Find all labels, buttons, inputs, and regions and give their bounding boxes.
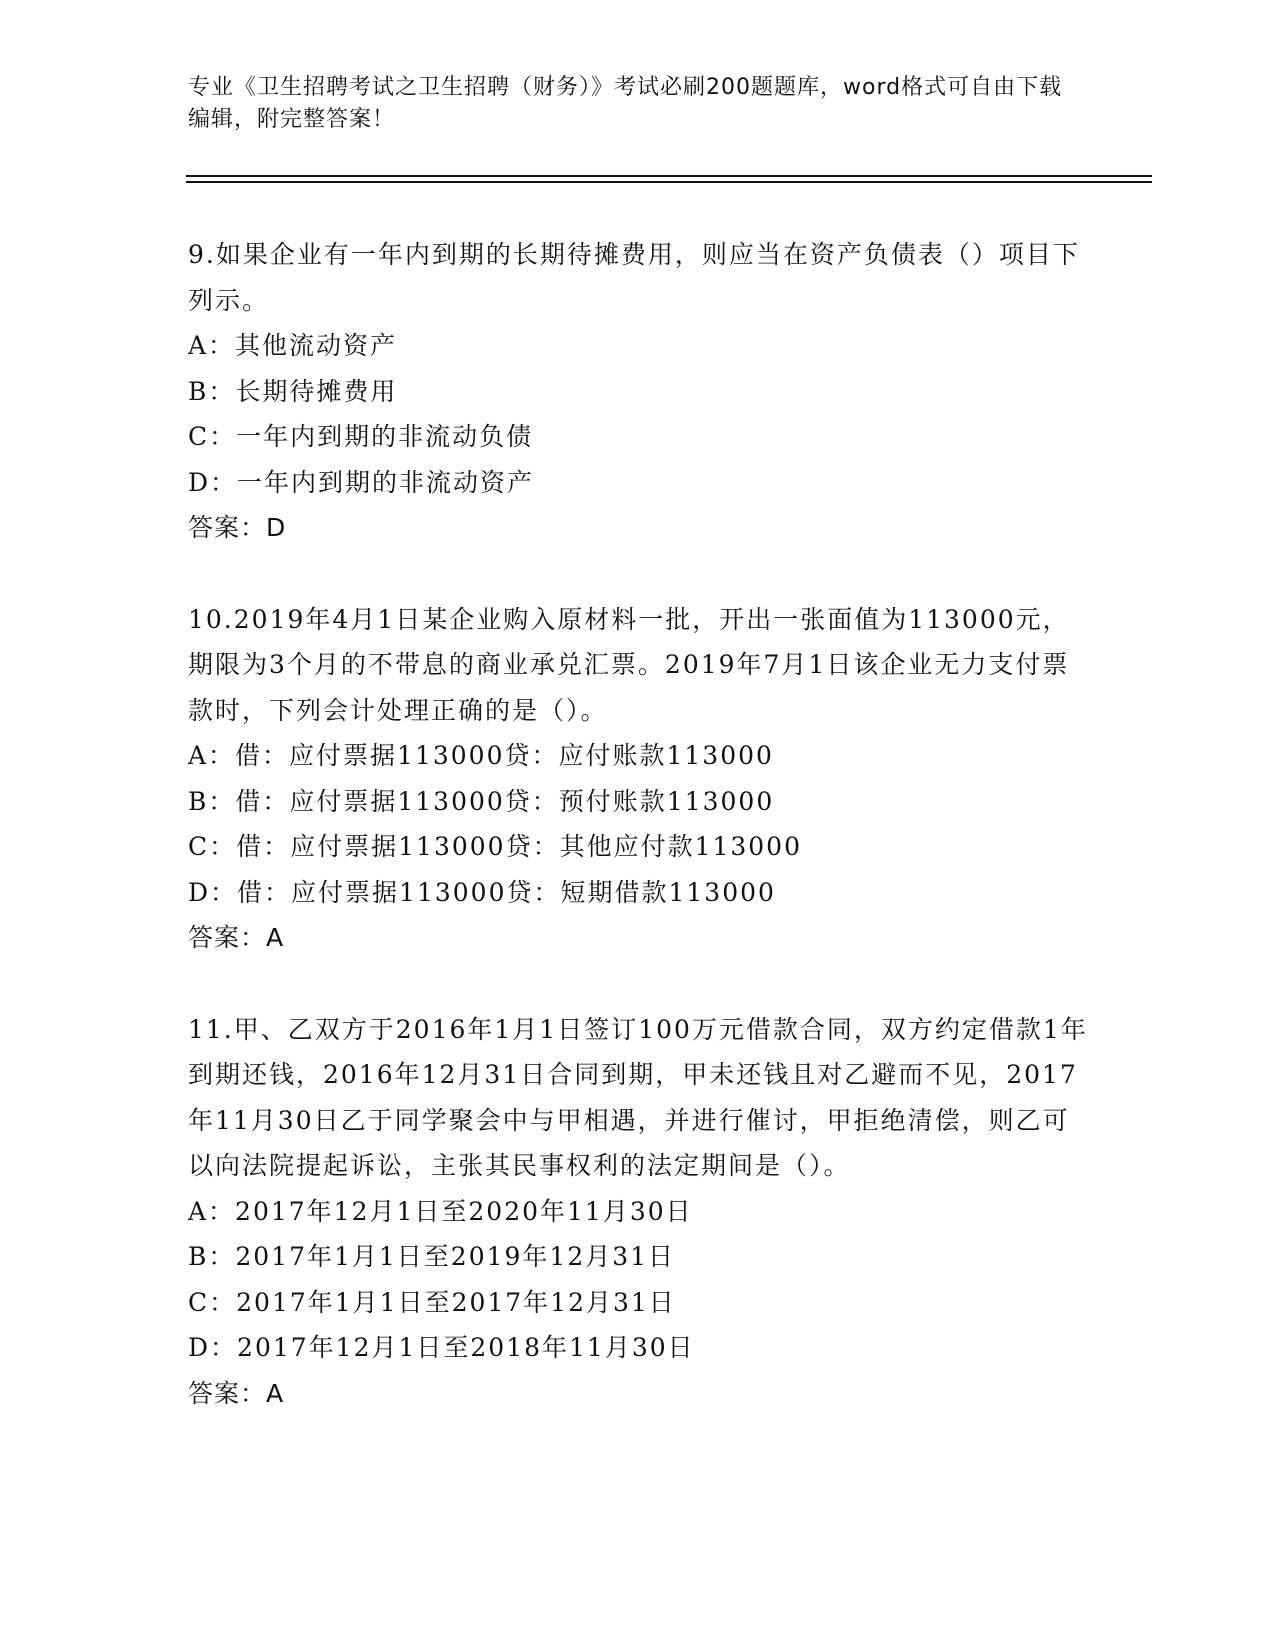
document-header: 专业《卫生招聘考试之卫生招聘（财务）》考试必刷200题题库，word格式可自由下载编辑，附完整答案！	[188, 75, 1063, 132]
option-list	[188, 323, 1088, 505]
option-d: D：一年内到期的非流动资产	[188, 467, 535, 497]
option-list	[188, 1189, 1088, 1371]
option-b: B：长期待摊费用	[188, 376, 398, 406]
answer-label: 答案：A	[188, 1378, 285, 1408]
question-stem: 11.甲、乙双方于2016年1月1日签订100万元借款合同，双方约定借款1年到期还钱，2016年12月31日合同到期，甲未还钱且对乙避而不见，2017年11月30日乙于同学聚会中与甲相遇，并进行催讨，甲拒绝清偿，则乙可以向法院提起诉讼，主张其民事权利的法定期间是（）。	[188, 1014, 1088, 1180]
option-b: B：2017年1月1日至2019年12月31日	[188, 1242, 676, 1271]
option-a: A：借：应付票据113000贷：应付账款113000	[188, 741, 774, 770]
question-9	[188, 232, 1088, 551]
header-divider-bottom	[186, 181, 1152, 183]
question-list	[188, 232, 1088, 1462]
option-c: C：一年内到期的非流动负债	[188, 422, 534, 451]
option-c: C：2017年1月1日至2017年12月31日	[188, 1287, 676, 1317]
header-divider-top	[186, 175, 1152, 177]
option-c: C：借：应付票据113000贷：其他应付款113000	[188, 832, 802, 861]
question-10	[188, 597, 1088, 961]
option-a: A：2017年12月1日至2020年11月30日	[188, 1196, 693, 1226]
option-d: D：2017年12月1日至2018年11月30日	[188, 1333, 695, 1362]
option-d: D：借：应付票据113000贷：短期借款113000	[188, 877, 776, 907]
option-a: A：其他流动资产	[188, 331, 398, 360]
question-11	[188, 1007, 1088, 1417]
question-stem: 9.如果企业有一年内到期的长期待摊费用，则应当在资产负债表（）项目下列示。	[188, 240, 1080, 315]
question-stem: 10.2019年4月1日某企业购入原材料一批，开出一张面值为113000元，期限为3个月的不带息的商业承兑汇票。2019年7月1日该企业无力支付票款时，下列会计处理正确的是（）。	[188, 604, 1070, 725]
answer-label: 答案：D	[188, 513, 287, 542]
option-b: B：借：应付票据113000贷：预付账款113000	[188, 786, 775, 816]
option-list	[188, 733, 1088, 915]
answer-label: 答案：A	[188, 923, 285, 952]
